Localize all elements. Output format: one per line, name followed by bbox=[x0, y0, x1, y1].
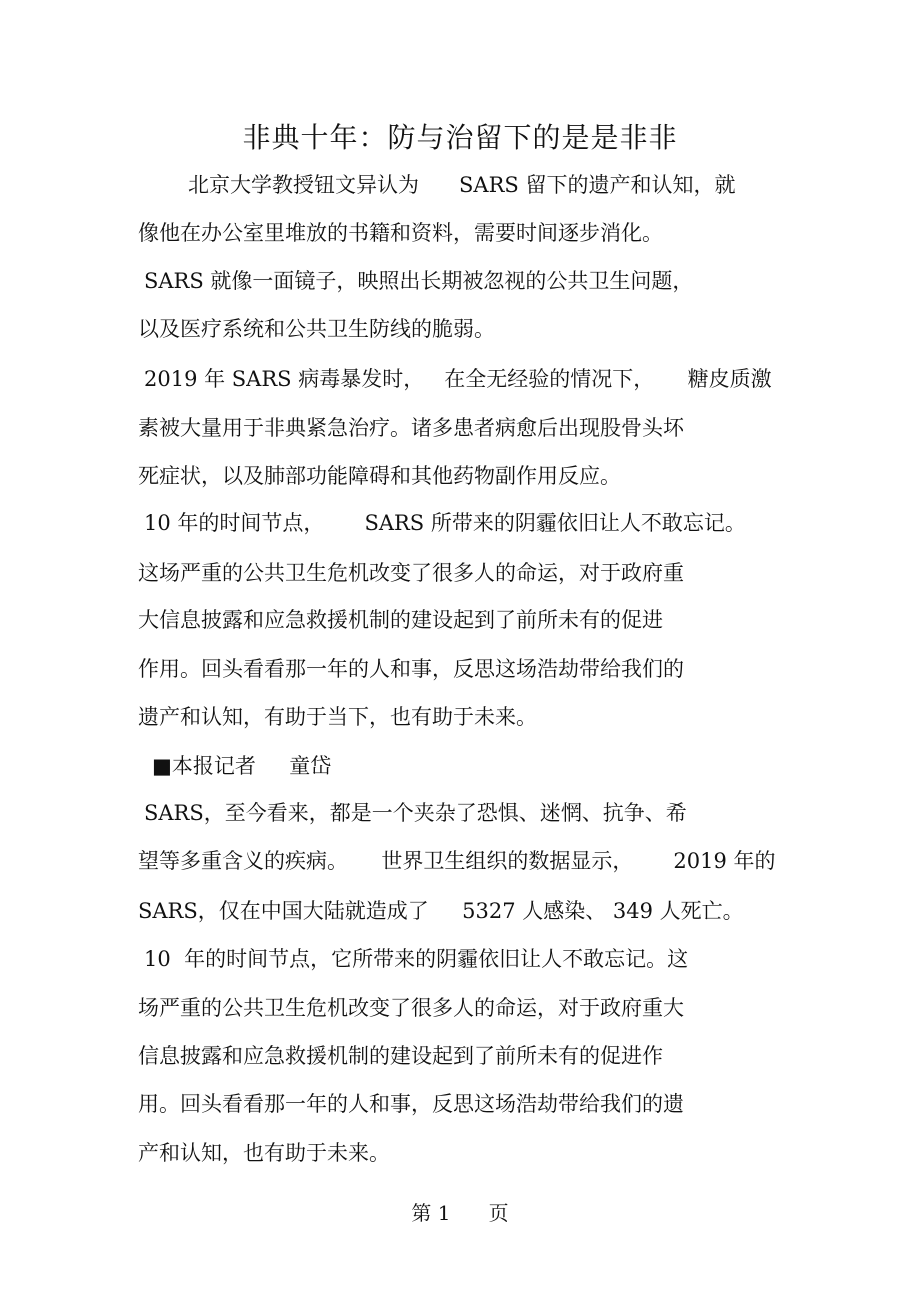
text-line: SARS，仅在中国大陆就造成了 5327 人感染、 349 人死亡。 bbox=[138, 899, 744, 923]
text-line: 望等多重含义的疾病。 世界卫生组织的数据显示， 2019 年的 bbox=[138, 849, 776, 873]
text-line: 遗产和认知，有助于当下，也有助于未来。 bbox=[138, 705, 537, 729]
text-line: 产和认知，也有助于未来。 bbox=[138, 1141, 390, 1165]
text-line: 素被大量用于非典紧急治疗。诸多患者病愈后出现股骨头坏 bbox=[138, 416, 684, 440]
text-line: 2019 年 SARS 病毒暴发时， 在全无经验的情况下， 糖皮质激 bbox=[144, 367, 772, 391]
text-line: 作用。回头看看那一年的人和事，反思这场浩劫带给我们的 bbox=[138, 657, 684, 681]
text-line: 信息披露和应急救援机制的建设起到了前所未有的促进作 bbox=[138, 1044, 663, 1068]
text-line: 死症状，以及肺部功能障碍和其他药物副作用反应。 bbox=[138, 464, 621, 488]
text-line: 这场严重的公共卫生危机改变了很多人的命运，对于政府重 bbox=[138, 561, 684, 585]
text-line: SARS，至今看来，都是一个夹杂了恐惧、迷惘、抗争、希 bbox=[144, 801, 687, 825]
text-line: 以及医疗系统和公共卫生防线的脆弱。 bbox=[138, 317, 495, 341]
text-line: SARS 就像一面镜子，映照出长期被忽视的公共卫生问题， bbox=[144, 269, 694, 293]
text-line: 大信息披露和应急救援机制的建设起到了前所未有的促进 bbox=[138, 608, 663, 632]
byline: ■本报记者 童岱 bbox=[152, 754, 332, 778]
text-line: 10 年的时间节点， SARS 所带来的阴霾依旧让人不敢忘记。 bbox=[144, 511, 746, 535]
text-line: 像他在办公室里堆放的书籍和资料，需要时间逐步消化。 bbox=[138, 221, 663, 245]
text-line: 10 年的时间节点，它所带来的阴霾依旧让人不敢忘记。这 bbox=[144, 947, 689, 971]
text-line: 北京大学教授钮文异认为 SARS 留下的遗产和认知，就 bbox=[188, 173, 736, 197]
page-number: 第 1 页 bbox=[411, 1201, 509, 1225]
document-title: 非典十年：防与治留下的是是非非 bbox=[242, 121, 678, 154]
text-line: 场严重的公共卫生危机改变了很多人的命运，对于政府重大 bbox=[138, 996, 684, 1020]
text-line: 用。回头看看那一年的人和事，反思这场浩劫带给我们的遗 bbox=[138, 1092, 684, 1116]
